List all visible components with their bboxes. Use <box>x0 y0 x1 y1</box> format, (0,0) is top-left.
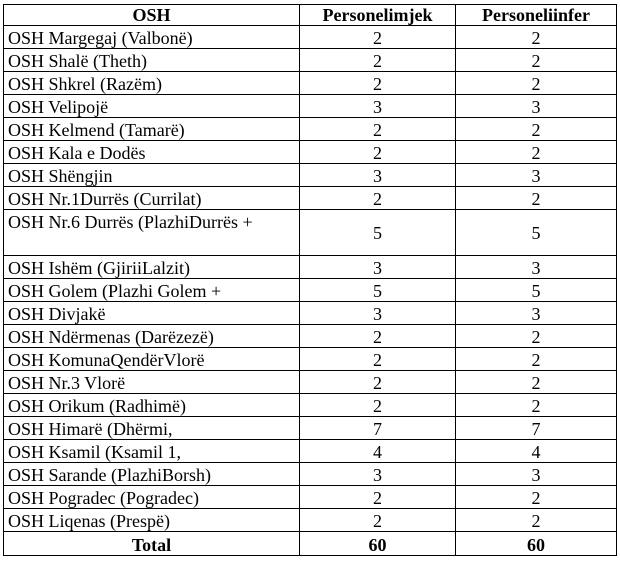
table-row <box>4 348 617 371</box>
facility-name-cell: OSH Orikum (Radhimë) <box>4 394 300 417</box>
medical-staff-cell: 3 <box>300 463 456 486</box>
facility-name-cell: OSH Ndërmenas (Darëzezë) <box>4 325 300 348</box>
total-row <box>4 532 617 556</box>
facility-name-cell: OSH Shëngjin <box>4 164 300 187</box>
total-nursing: 60 <box>456 532 617 556</box>
table-row <box>4 95 617 118</box>
table-row <box>4 141 617 164</box>
staff-table <box>3 4 617 556</box>
nursing-staff-cell: 2 <box>456 348 617 371</box>
nursing-staff-cell: 2 <box>456 49 617 72</box>
medical-staff-cell: 2 <box>300 187 456 210</box>
facility-name-cell: OSH Himarë (Dhërmi, <box>4 417 300 440</box>
facility-name-cell: OSH Nr.6 Durrës (PlazhiDurrës + <box>4 210 300 256</box>
facility-name-cell: OSH Shalë (Theth) <box>4 49 300 72</box>
total-medical: 60 <box>300 532 456 556</box>
header-nursing-staff: Personeliinfer <box>456 5 617 26</box>
table-row <box>4 302 617 325</box>
facility-name-cell: OSH Kala e Dodës <box>4 141 300 164</box>
medical-staff-cell: 2 <box>300 141 456 164</box>
medical-staff-cell: 5 <box>300 210 456 256</box>
medical-staff-cell: 2 <box>300 486 456 509</box>
total-label: Total <box>4 532 300 556</box>
table-row <box>4 463 617 486</box>
medical-staff-cell: 3 <box>300 256 456 279</box>
nursing-staff-cell: 3 <box>456 302 617 325</box>
facility-name-cell: OSH Nr.3 Vlorë <box>4 371 300 394</box>
nursing-staff-cell: 3 <box>456 256 617 279</box>
medical-staff-cell: 2 <box>300 325 456 348</box>
table-row <box>4 486 617 509</box>
nursing-staff-cell: 2 <box>456 26 617 49</box>
nursing-staff-cell: 2 <box>456 187 617 210</box>
header-facility: OSH <box>4 5 300 26</box>
facility-name-cell: OSH Velipojë <box>4 95 300 118</box>
facility-name-cell: OSH Ishëm (GjiriiLalzit) <box>4 256 300 279</box>
facility-name-cell: OSH Golem (Plazhi Golem + <box>4 279 300 302</box>
table-row <box>4 325 617 348</box>
nursing-staff-cell: 3 <box>456 164 617 187</box>
medical-staff-cell: 4 <box>300 440 456 463</box>
medical-staff-cell: 3 <box>300 95 456 118</box>
nursing-staff-cell: 3 <box>456 463 617 486</box>
table-row <box>4 509 617 532</box>
medical-staff-cell: 5 <box>300 279 456 302</box>
medical-staff-cell: 2 <box>300 509 456 532</box>
medical-staff-cell: 2 <box>300 49 456 72</box>
table-row <box>4 72 617 95</box>
facility-name-cell: OSH Divjakë <box>4 302 300 325</box>
table-body <box>4 26 617 532</box>
table-row <box>4 164 617 187</box>
medical-staff-cell: 2 <box>300 394 456 417</box>
facility-name-cell: OSH Pogradec (Pogradec) <box>4 486 300 509</box>
table-row <box>4 440 617 463</box>
table-row <box>4 279 617 302</box>
facility-name-cell: OSH Ksamil (Ksamil 1, <box>4 440 300 463</box>
table-row <box>4 256 617 279</box>
header-medical-staff: Personelimjek <box>300 5 456 26</box>
medical-staff-cell: 3 <box>300 164 456 187</box>
nursing-staff-cell: 2 <box>456 72 617 95</box>
medical-staff-cell: 2 <box>300 348 456 371</box>
nursing-staff-cell: 7 <box>456 417 617 440</box>
medical-staff-cell: 7 <box>300 417 456 440</box>
nursing-staff-cell: 2 <box>456 394 617 417</box>
table-footer <box>4 532 617 556</box>
table-row <box>4 49 617 72</box>
table-row <box>4 118 617 141</box>
facility-name-cell: OSH Nr.1Durrës (Currilat) <box>4 187 300 210</box>
nursing-staff-cell: 5 <box>456 279 617 302</box>
table-row <box>4 417 617 440</box>
header-row <box>4 5 617 26</box>
table-row <box>4 26 617 49</box>
medical-staff-cell: 2 <box>300 72 456 95</box>
facility-name-cell: OSH Liqenas (Prespë) <box>4 509 300 532</box>
nursing-staff-cell: 4 <box>456 440 617 463</box>
nursing-staff-cell: 5 <box>456 210 617 256</box>
nursing-staff-cell: 2 <box>456 325 617 348</box>
table-row <box>4 371 617 394</box>
medical-staff-cell: 2 <box>300 371 456 394</box>
nursing-staff-cell: 2 <box>456 371 617 394</box>
nursing-staff-cell: 2 <box>456 509 617 532</box>
table-row <box>4 187 617 210</box>
nursing-staff-cell: 2 <box>456 486 617 509</box>
facility-name-cell: OSH Shkrel (Razëm) <box>4 72 300 95</box>
medical-staff-cell: 2 <box>300 118 456 141</box>
table-row <box>4 394 617 417</box>
medical-staff-cell: 3 <box>300 302 456 325</box>
facility-name-cell: OSH Sarande (PlazhiBorsh) <box>4 463 300 486</box>
facility-name-cell: OSH KomunaQendërVlorë <box>4 348 300 371</box>
medical-staff-cell: 2 <box>300 26 456 49</box>
nursing-staff-cell: 2 <box>456 118 617 141</box>
table-row <box>4 210 617 256</box>
table-header <box>4 5 617 26</box>
facility-name-cell: OSH Margegaj (Valbonë) <box>4 26 300 49</box>
nursing-staff-cell: 3 <box>456 95 617 118</box>
facility-name-cell: OSH Kelmend (Tamarë) <box>4 118 300 141</box>
nursing-staff-cell: 2 <box>456 141 617 164</box>
